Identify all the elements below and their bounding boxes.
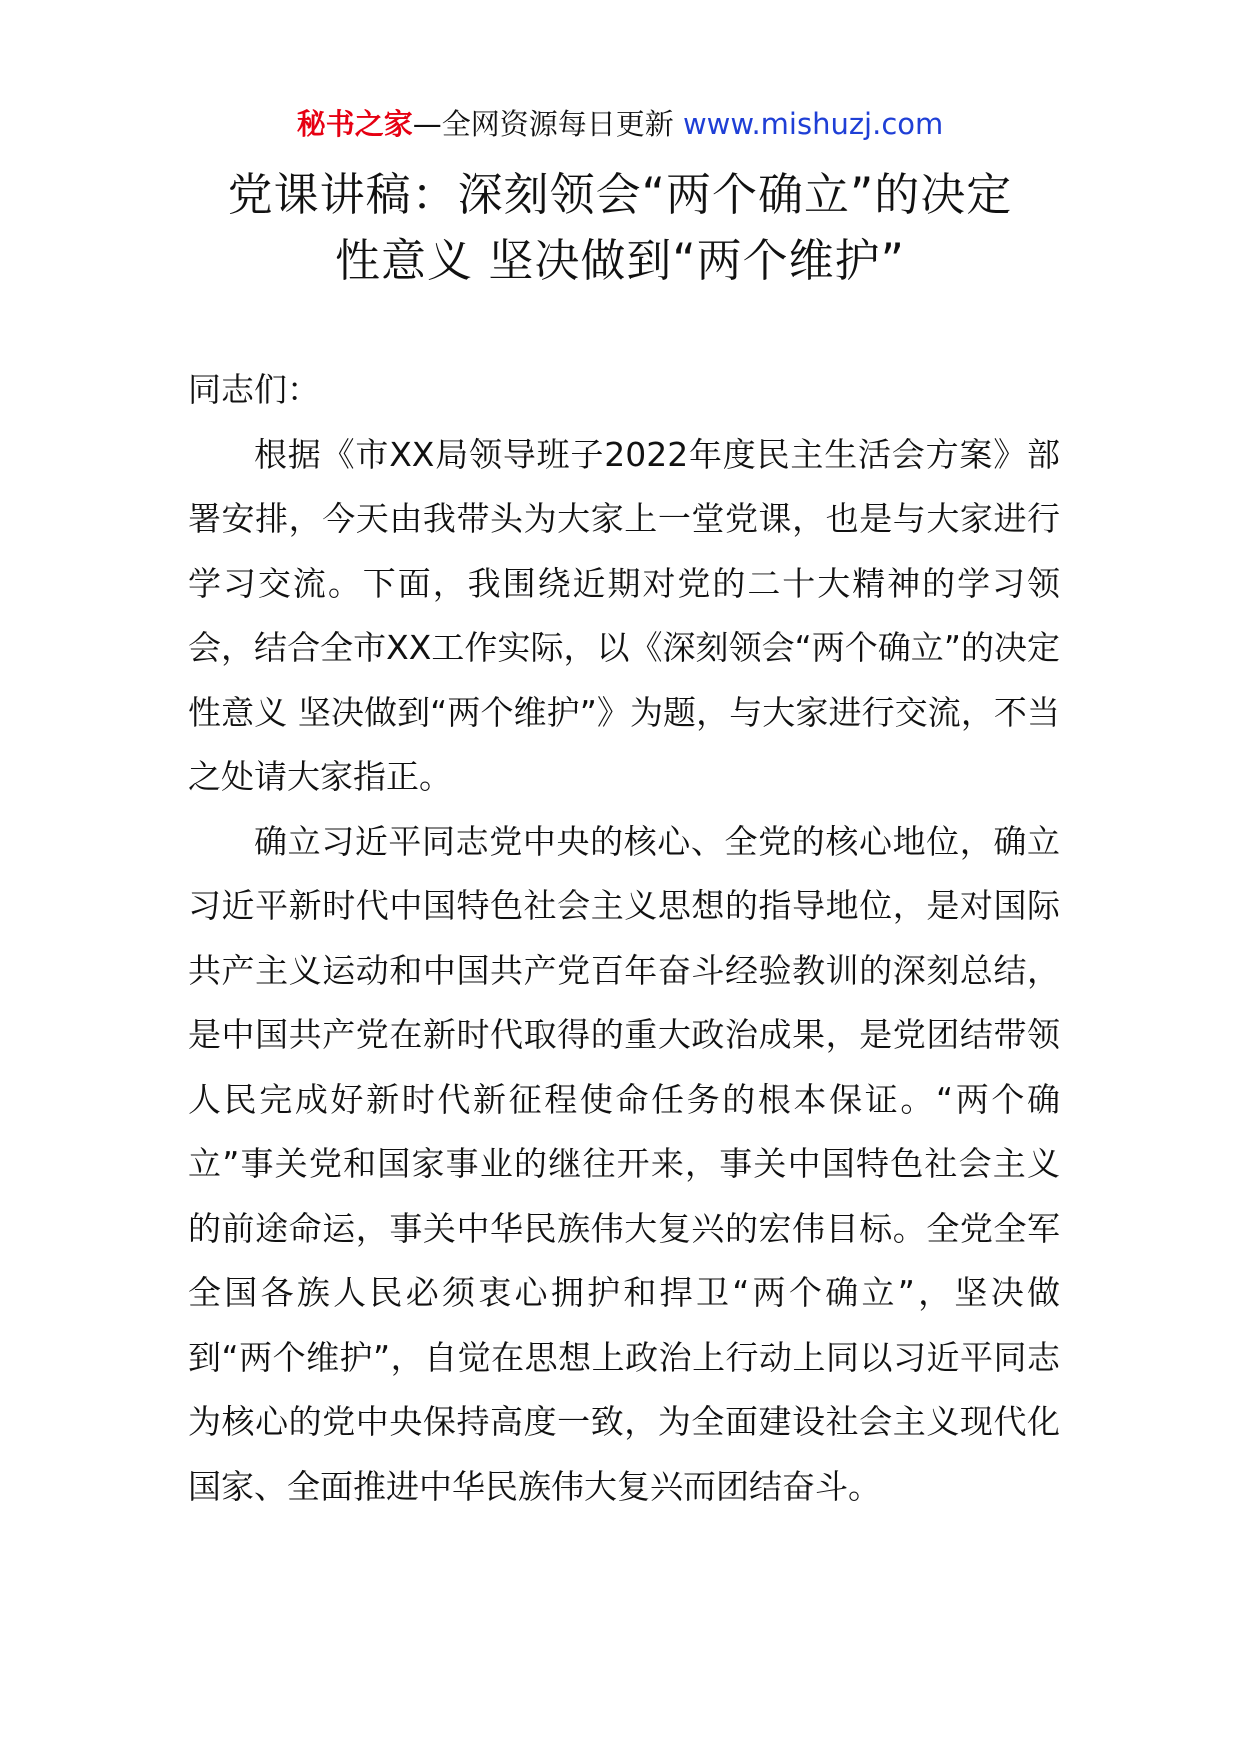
salutation: 同志们： (188, 370, 320, 409)
document-body (188, 358, 1060, 1519)
body-paragraph-2: 确立习近平同志党中央的核心、全党的核心地位，确立习近平新时代中国特色社会主义思想的指导地位，是对国际共产主义运动和中国共产党百年奋斗经验教训的深刻总结，是中国共产党在新时代取得的重大政治成果，是党团结带领人民完成好新时代新征程使命任务的根本保证。“两个确立”事关党和国家事业的继往开来，事关中国特色社会主义的前途命运，事关中华民族伟大复兴的宏伟目标。全党全军全国各族人民必须衷心拥护和捍卫“两个确立”，坚决做到“两个维护”，自觉在思想上政治上行动上同以习近平同志为核心的党中央保持高度一致，为全面建设社会主义现代化国家、全面推进中华民族伟大复兴而团结奋斗。 (188, 821, 1060, 1506)
title-line-2: 性意义 坚决做到“两个维护” (335, 234, 905, 287)
title-line-1: 党课讲稿：深刻领会“两个确立”的决定 (227, 168, 1013, 221)
brand-name: 秘书之家 (296, 107, 413, 141)
site-url-link[interactable]: www.mishuzj.com (682, 107, 944, 141)
header-slogan: —全网资源每日更新 (412, 107, 683, 141)
site-header (0, 104, 1240, 144)
document-title (150, 162, 1090, 294)
body-paragraph-1: 根据《市XX局领导班子2022年度民主生活会方案》部署安排，今天由我带头为大家上一堂党课，也是与大家进行学习交流。下面，我围绕近期对党的二十大精神的学习领会，结合全市XX工作实际，以《深刻领会“两个确立”的决定性意义 坚决做到“两个维护”》为题，与大家进行交流，不当之处请大家指正。 (188, 434, 1060, 796)
